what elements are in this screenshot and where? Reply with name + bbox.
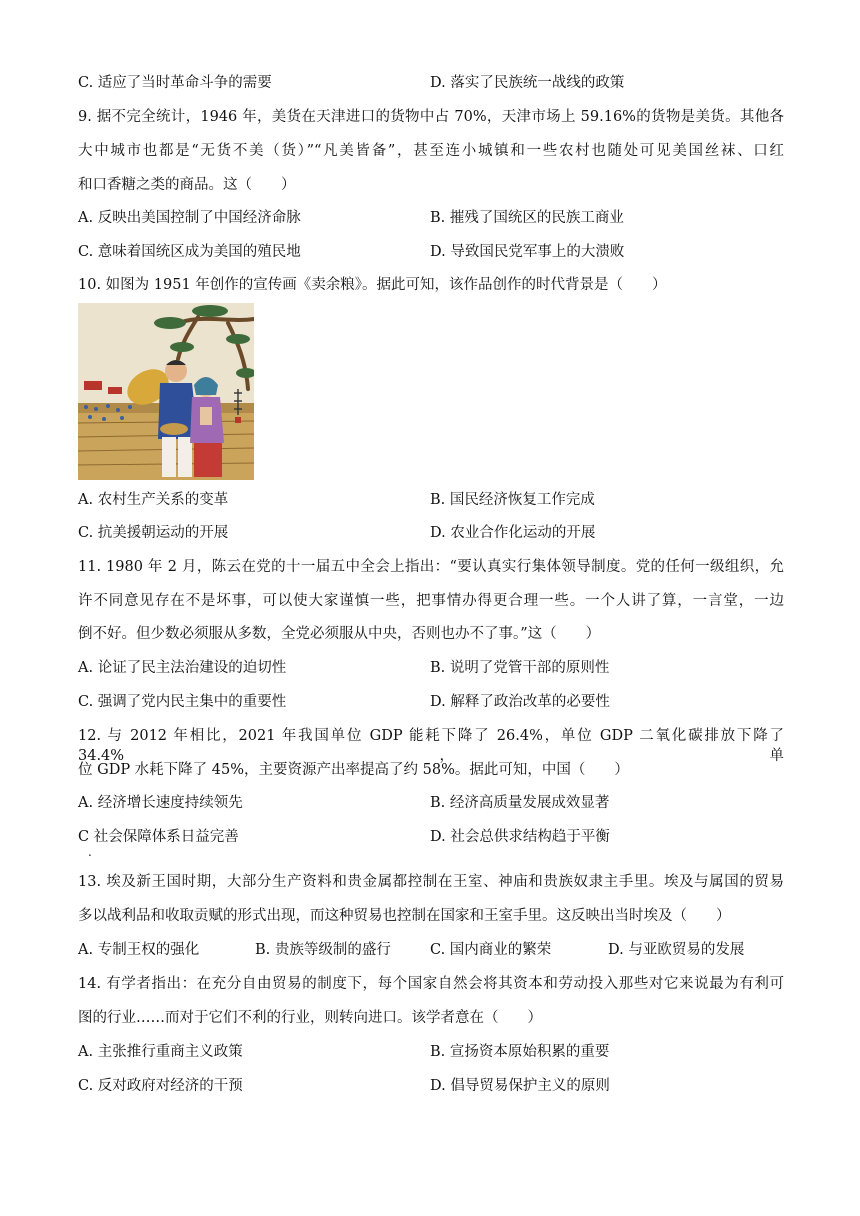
q8-option-d[interactable]: D. 落实了民族统一战线的政策	[430, 75, 625, 91]
q13-option-a[interactable]: A. 专制王权的强化	[78, 942, 200, 958]
q10-stem-line-1: 10. 如图为 1951 年创作的宣传画《卖余粮》。据此可知，该作品创作的时代背景是（ ）	[78, 277, 667, 293]
q10-option-d[interactable]: D. 农业合作化运动的开展	[430, 525, 596, 541]
q12-option-c[interactable]: C 社会保障体系日益完善	[78, 829, 239, 845]
q9-stem-line-3: 和口香糖之类的商品。这（ ）	[78, 177, 296, 193]
q14-stem-line-1: 14. 有学者指出：在充分自由贸易的制度下，每个国家自然会将其资本和劳动投入那些对它来说最为有利可	[78, 976, 784, 992]
q13-option-d[interactable]: D. 与亚欧贸易的发展	[608, 942, 745, 958]
q9-stem-line-2: 大中城市也都是“无货不美（货）”“凡美皆备”，甚至连小城镇和一些农村也随处可见美国丝袜、口红	[78, 143, 784, 159]
q10-option-a[interactable]: A. 农村生产关系的变革	[78, 492, 229, 508]
q11-stem-line-2: 许不同意见存在不是坏事，可以使大家谨慎一些，把事情办得更合理一些。一个人讲了算，一言堂，一边	[78, 593, 784, 609]
propaganda-painting	[78, 303, 254, 480]
q12-option-a[interactable]: A. 经济增长速度持续领先	[78, 795, 243, 811]
q12-stem-line-2: 位 GDP 水耗下降了 45%，主要资源产出率提高了约 58%。据此可知，中国（ ）	[78, 762, 629, 778]
q9-option-d[interactable]: D. 导致国民党军事上的大溃败	[430, 244, 625, 260]
q12-option-b[interactable]: B. 经济高质量发展成效显著	[430, 795, 610, 811]
q14-option-b[interactable]: B. 宣扬资本原始积累的重要	[430, 1044, 610, 1060]
q13-stem-line-1: 13. 埃及新王国时期，大部分生产资料和贵金属都控制在王室、神庙和贵族奴隶主手里。埃及与属国的贸易	[78, 874, 784, 890]
q9-option-c[interactable]: C. 意味着国统区成为美国的殖民地	[78, 244, 301, 260]
q14-option-c[interactable]: C. 反对政府对经济的干预	[78, 1078, 243, 1094]
q11-option-d[interactable]: D. 解释了政治改革的必要性	[430, 694, 610, 710]
q11-option-a[interactable]: A. 论证了民主法治建设的迫切性	[78, 660, 287, 676]
q14-option-a[interactable]: A. 主张推行重商主义政策	[78, 1044, 243, 1060]
q10-option-b[interactable]: B. 国民经济恢复工作完成	[430, 492, 595, 508]
q9-option-a[interactable]: A. 反映出美国控制了中国经济命脉	[78, 210, 301, 226]
q12-option-c-dot: .	[88, 845, 92, 859]
q11-option-c[interactable]: C. 强调了党内民主集中的重要性	[78, 694, 287, 710]
q13-option-c[interactable]: C. 国内商业的繁荣	[430, 942, 552, 958]
q12-option-d[interactable]: D. 社会总供求结构趋于平衡	[430, 829, 610, 845]
q10-option-c[interactable]: C. 抗美援朝运动的开展	[78, 525, 229, 541]
q9-option-b[interactable]: B. 摧残了国统区的民族工商业	[430, 210, 624, 226]
q12-stem-line-1: 12. 与 2012 年相比，2021 年我国单位 GDP 能耗下降了 26.4%，单位 GDP 二氧化碳排放下降了 34.4%，单	[78, 728, 784, 764]
q13-option-b[interactable]: B. 贵族等级制的盛行	[255, 942, 391, 958]
q11-option-b[interactable]: B. 说明了党管干部的原则性	[430, 660, 610, 676]
q14-stem-line-2: 图的行业……而对于它们不利的行业，则转向进口。该学者意在（ ）	[78, 1010, 542, 1026]
q11-stem-line-1: 11. 1980 年 2 月，陈云在党的十一届五中全会上指出：“要认真实行集体领导制度。党的任何一级组织，允	[78, 559, 784, 575]
q9-stem-line-1: 9. 据不完全统计，1946 年，美货在天津进口的货物中占 70%，天津市场上 59.16%的货物是美货。其他各	[78, 109, 784, 125]
q8-option-c[interactable]: C. 适应了当时革命斗争的需要	[78, 75, 272, 91]
q14-option-d[interactable]: D. 倡导贸易保护主义的原则	[430, 1078, 610, 1094]
q13-stem-line-2: 多以战利品和收取贡赋的形式出现，而这种贸易也控制在国家和王室手里。这反映出当时埃及（ ）	[78, 908, 731, 924]
q11-stem-line-3: 倒不好。但少数必须服从多数，全党必须服从中央，否则也办不了事。”这（ ）	[78, 626, 601, 642]
